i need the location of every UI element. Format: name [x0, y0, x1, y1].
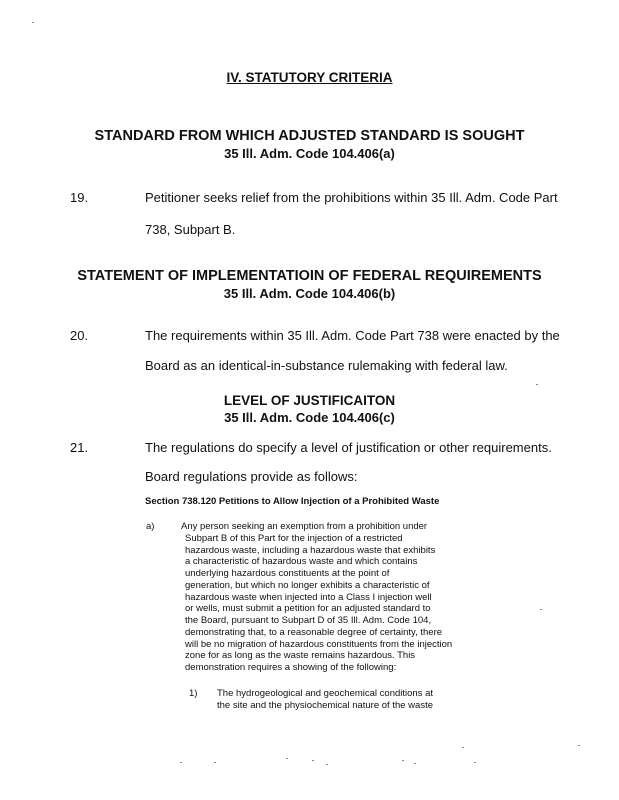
- scan-speck: [536, 384, 538, 385]
- scan-speck: [578, 745, 580, 746]
- paragraph-line: Board as an identical-in-substance rulemaking with federal law.: [145, 358, 508, 373]
- paragraph-number: 19.: [70, 190, 89, 205]
- scan-speck: [462, 747, 464, 748]
- paragraph-number: 20.: [70, 328, 89, 343]
- regulation-line: Subpart B of this Part for the injection of a restricted: [185, 532, 403, 544]
- paragraph-line: 738, Subpart B.: [145, 222, 236, 237]
- scan-speck: [180, 762, 182, 763]
- scan-speck: [402, 760, 404, 761]
- regulation-line: a characteristic of hazardous waste and which contains: [185, 556, 418, 568]
- scan-speck: [286, 758, 288, 759]
- paragraph-line: Petitioner seeks relief from the prohibitions within 35 Ill. Adm. Code Part: [145, 190, 558, 205]
- scan-speck: [540, 609, 542, 610]
- regulation-line: the Board, pursuant to Subpart D of 35 Ill. Adm. Code 104,: [185, 615, 432, 626]
- regulation-line: demonstration requires a showing of the following:: [185, 662, 397, 673]
- scan-speck: [414, 763, 416, 764]
- regulation-item-label: a): [146, 521, 155, 532]
- regulation-line: zone for as long as the waste remains hazardous. This: [185, 650, 416, 662]
- regulation-line: will be no migration of hazardous constituents from the injection: [185, 638, 453, 650]
- scan-speck: [474, 762, 476, 763]
- section-title: IV. STATUTORY CRITERIA: [226, 70, 393, 85]
- scan-speck: [214, 762, 216, 763]
- paragraph-number: 21.: [70, 440, 89, 455]
- paragraph-line: Board regulations provide as follows:: [145, 469, 358, 484]
- scan-speck: [312, 760, 314, 761]
- regulation-line: or wells, must submit a petition for an adjusted standard to: [185, 603, 431, 615]
- scan-speck: [326, 764, 328, 765]
- heading-level-of-justification: LEVEL OF JUSTIFICAITON: [223, 393, 396, 408]
- regulation-line: The hydrogeological and geochemical conditions at: [217, 688, 433, 699]
- regulation-line: underlying hazardous constituents at the point of: [185, 568, 390, 579]
- paragraph-line: The regulations do specify a level of justification or other requirements.: [145, 440, 552, 455]
- paragraph-line: The requirements within 35 Ill. Adm. Code Part 738 were enacted by the: [145, 328, 560, 343]
- regulation-line: the site and the physiochemical nature of the waste: [217, 699, 433, 711]
- regulation-subitem-label: 1): [189, 688, 198, 699]
- heading-adjusted-standard: STANDARD FROM WHICH ADJUSTED STANDARD IS SOUGHT: [94, 128, 525, 144]
- regulation-line: Any person seeking an exemption from a prohibition under: [181, 521, 428, 532]
- regulation-line: generation, but which no longer exhibits a characteristic of: [185, 579, 430, 591]
- regulation-item-text: [181, 521, 452, 674]
- heading-federal-requirements: STATEMENT OF IMPLEMENTATIOIN OF FEDERAL REQUIREMENTS: [77, 268, 542, 284]
- regulation-line: hazardous waste when injected into a Class I injection well: [185, 591, 432, 603]
- regulation-title: Section 738.120 Petitions to Allow Injection of a Prohibited Waste: [145, 496, 440, 507]
- subheading-104-406b: 35 Ill. Adm. Code 104.406(b): [223, 286, 396, 301]
- regulation-subitem-text: [217, 688, 433, 712]
- subheading-104-406c: 35 Ill. Adm. Code 104.406(c): [224, 410, 395, 425]
- subheading-104-406a: 35 Ill. Adm. Code 104.406(a): [224, 146, 395, 161]
- regulation-line: demonstrating that, to a reasonable degree of certainty, there: [185, 626, 443, 638]
- scan-speck: [32, 22, 34, 23]
- regulation-line: hazardous waste, including a hazardous waste that exhibits: [185, 544, 436, 556]
